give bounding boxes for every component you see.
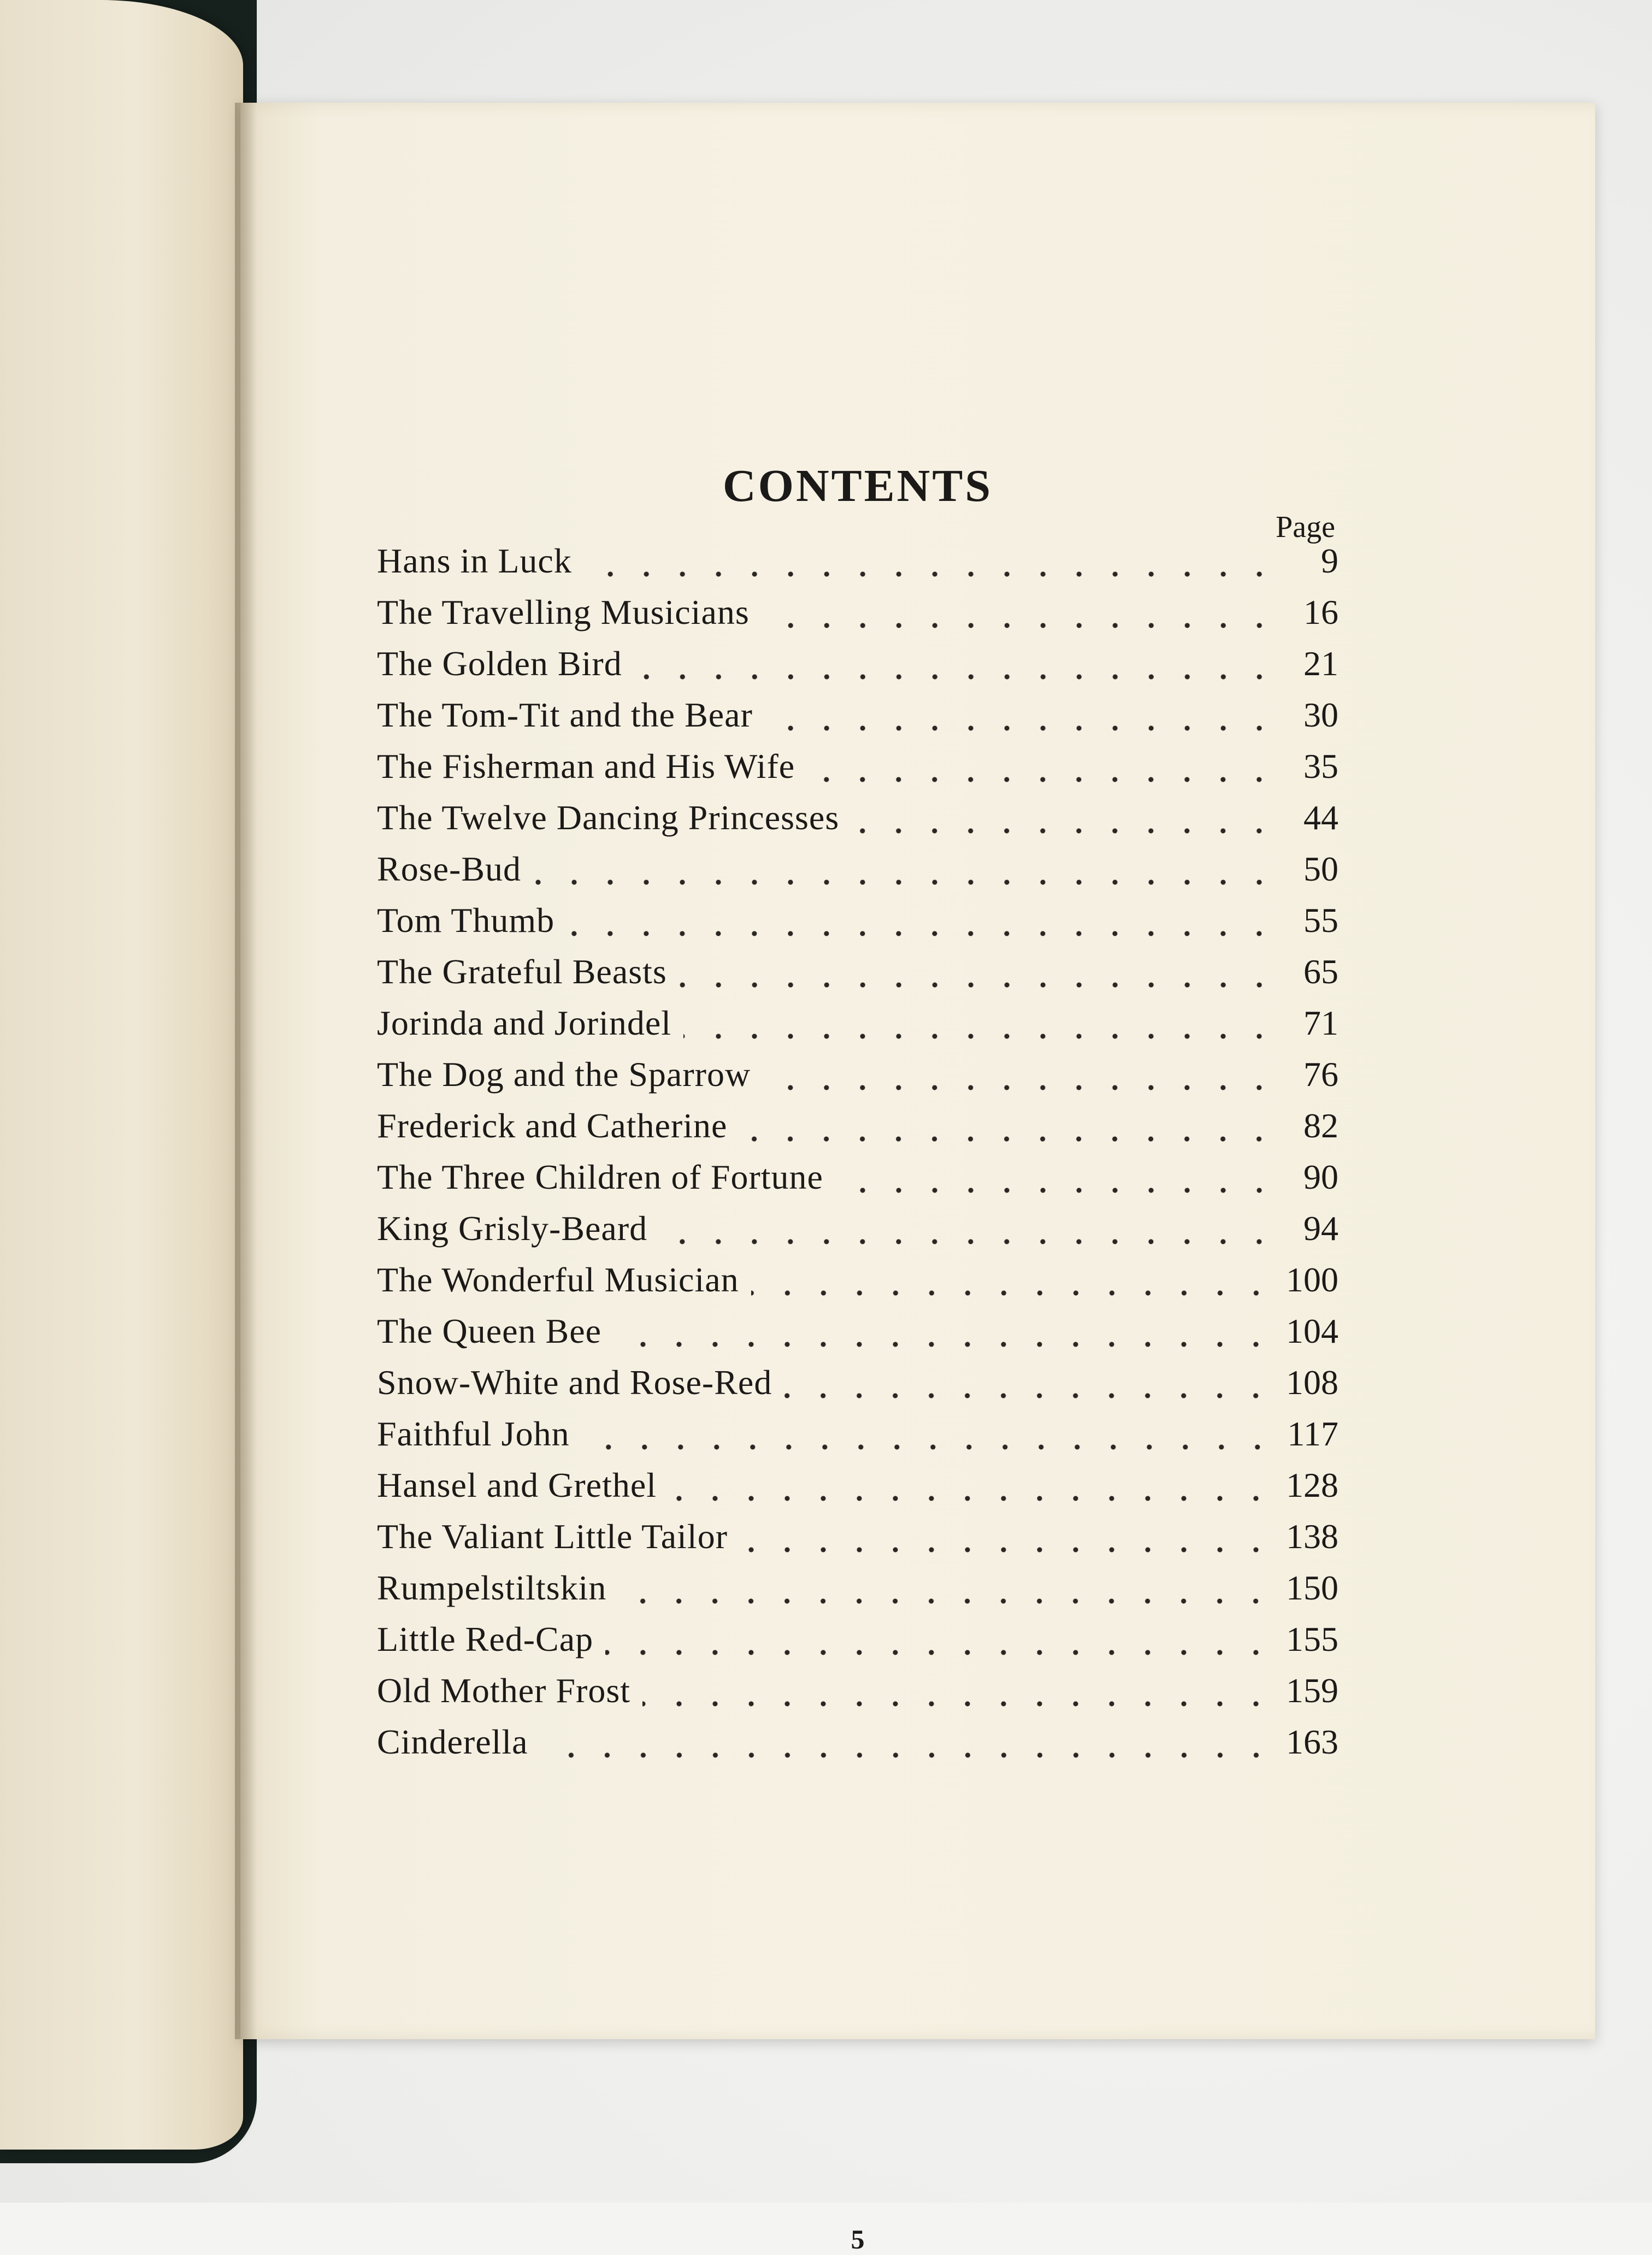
toc-entry [377,644,1338,695]
left-page [0,0,243,2150]
toc-entry-title: Cinderella [377,1722,528,1761]
dot-leader [634,671,1277,682]
toc-entry [377,900,1338,952]
toc-entry-title: Little Red-Cap [377,1620,594,1658]
dot-leader [762,620,1277,631]
toc-entry [377,1619,1338,1670]
table-of-contents [377,541,1338,1773]
contents-section [377,459,1338,2254]
toc-entry-title: The Golden Bird [377,644,622,683]
dot-leader [784,1390,1274,1401]
dot-leader [763,1082,1277,1093]
toc-entry-page: 44 [1303,798,1338,837]
toc-entry-title: The Dog and the Sparrow [377,1055,751,1094]
toc-entry-title: Tom Thumb [377,901,555,940]
toc-entry [377,1054,1338,1106]
toc-entry-title: The Twelve Dancing Princesses [377,798,840,837]
dot-leader [751,1288,1274,1298]
dot-leader [584,569,1277,580]
toc-entry-page: 159 [1286,1671,1338,1710]
toc-entry [377,849,1338,900]
toc-entry-title: Hans in Luck [377,541,572,580]
toc-entry [377,1106,1338,1157]
toc-entry-title: The Fisherman and His Wife [377,747,795,786]
dot-leader [683,1031,1277,1042]
toc-entry-page: 76 [1303,1055,1338,1094]
page-column-header: Page [1276,510,1335,544]
toc-entry-page: 90 [1303,1158,1338,1196]
toc-entry-title: Frederick and Catherine [377,1106,728,1145]
toc-entry [377,1568,1338,1619]
dot-leader [540,1750,1274,1761]
dot-leader [669,1493,1274,1504]
dot-leader [765,723,1277,734]
toc-entry-page: 150 [1286,1568,1338,1607]
dot-leader [582,1442,1276,1453]
dot-leader [613,1339,1274,1350]
toc-entry [377,1414,1338,1465]
toc-entry-page: 55 [1303,901,1338,940]
dot-leader [807,774,1277,785]
toc-entry [377,541,1338,592]
toc-entry [377,1260,1338,1311]
toc-entry-page: 163 [1286,1722,1338,1761]
toc-entry-title: Faithful John [377,1414,570,1453]
toc-entry-page: 128 [1286,1466,1338,1504]
toc-entry-title: Rose-Bud [377,849,521,888]
toc-entry [377,1311,1338,1362]
toc-entry-page: 16 [1303,593,1338,631]
dot-leader [851,825,1277,836]
toc-entry [377,1208,1338,1260]
toc-entry-title: Rumpelstiltskin [377,1568,607,1607]
toc-entry-title: Jorinda and Jorindel [377,1003,671,1042]
toc-entry-page: 82 [1303,1106,1338,1145]
toc-entry-page: 108 [1286,1363,1338,1402]
toc-entry-page: 100 [1286,1260,1338,1299]
toc-entry-page: 104 [1286,1312,1338,1350]
contents-title: CONTENTS [722,461,993,511]
toc-entry-title: The Wonderful Musician [377,1260,739,1299]
toc-entry-page: 117 [1287,1414,1338,1453]
toc-entry [377,1670,1338,1722]
dot-leader [567,928,1277,939]
toc-entry [377,746,1338,798]
toc-entry-title: Hansel and Grethel [377,1466,657,1504]
toc-entry [377,592,1338,644]
toc-entry [377,1516,1338,1568]
toc-entry-page: 21 [1303,644,1338,683]
toc-entry [377,1003,1338,1054]
toc-entry [377,1722,1338,1773]
page-number: 5 [851,2224,865,2254]
dot-leader [740,1544,1274,1555]
toc-entry [377,695,1338,746]
toc-entry-title: The Queen Bee [377,1312,602,1350]
dot-leader [605,1647,1274,1658]
dot-leader [835,1185,1277,1196]
toc-entry-title: The Tom-Tit and the Bear [377,695,753,734]
dot-leader [642,1698,1274,1709]
dot-leader [659,1236,1277,1247]
toc-entry-page: 155 [1286,1620,1338,1658]
toc-entry-page: 71 [1303,1003,1338,1042]
toc-entry-page: 9 [1321,541,1338,580]
gutter-shadow [235,103,257,2039]
dot-leader [679,979,1277,990]
toc-entry-title: The Valiant Little Tailor [377,1517,728,1556]
toc-entry-title: The Travelling Musicians [377,593,750,631]
toc-entry-page: 35 [1303,747,1338,786]
toc-entry [377,1465,1338,1516]
toc-entry [377,1157,1338,1208]
toc-entry-title: The Three Children of Fortune [377,1158,823,1196]
toc-entry-title: King Grisly-Beard [377,1209,648,1248]
toc-entry-page: 65 [1303,952,1338,991]
toc-entry-page: 138 [1286,1517,1338,1556]
toc-entry-title: Snow-White and Rose-Red [377,1363,772,1402]
toc-entry-title: Old Mother Frost [377,1671,630,1710]
dot-leader [618,1596,1274,1607]
toc-entry-page: 30 [1303,695,1338,734]
toc-entry-page: 50 [1303,849,1338,888]
toc-entry-title: The Grateful Beasts [377,952,667,991]
dot-leader [533,877,1277,888]
dot-leader [739,1134,1277,1144]
toc-entry [377,1362,1338,1414]
toc-entry [377,798,1338,849]
toc-entry [377,952,1338,1003]
toc-entry-page: 94 [1303,1209,1338,1248]
